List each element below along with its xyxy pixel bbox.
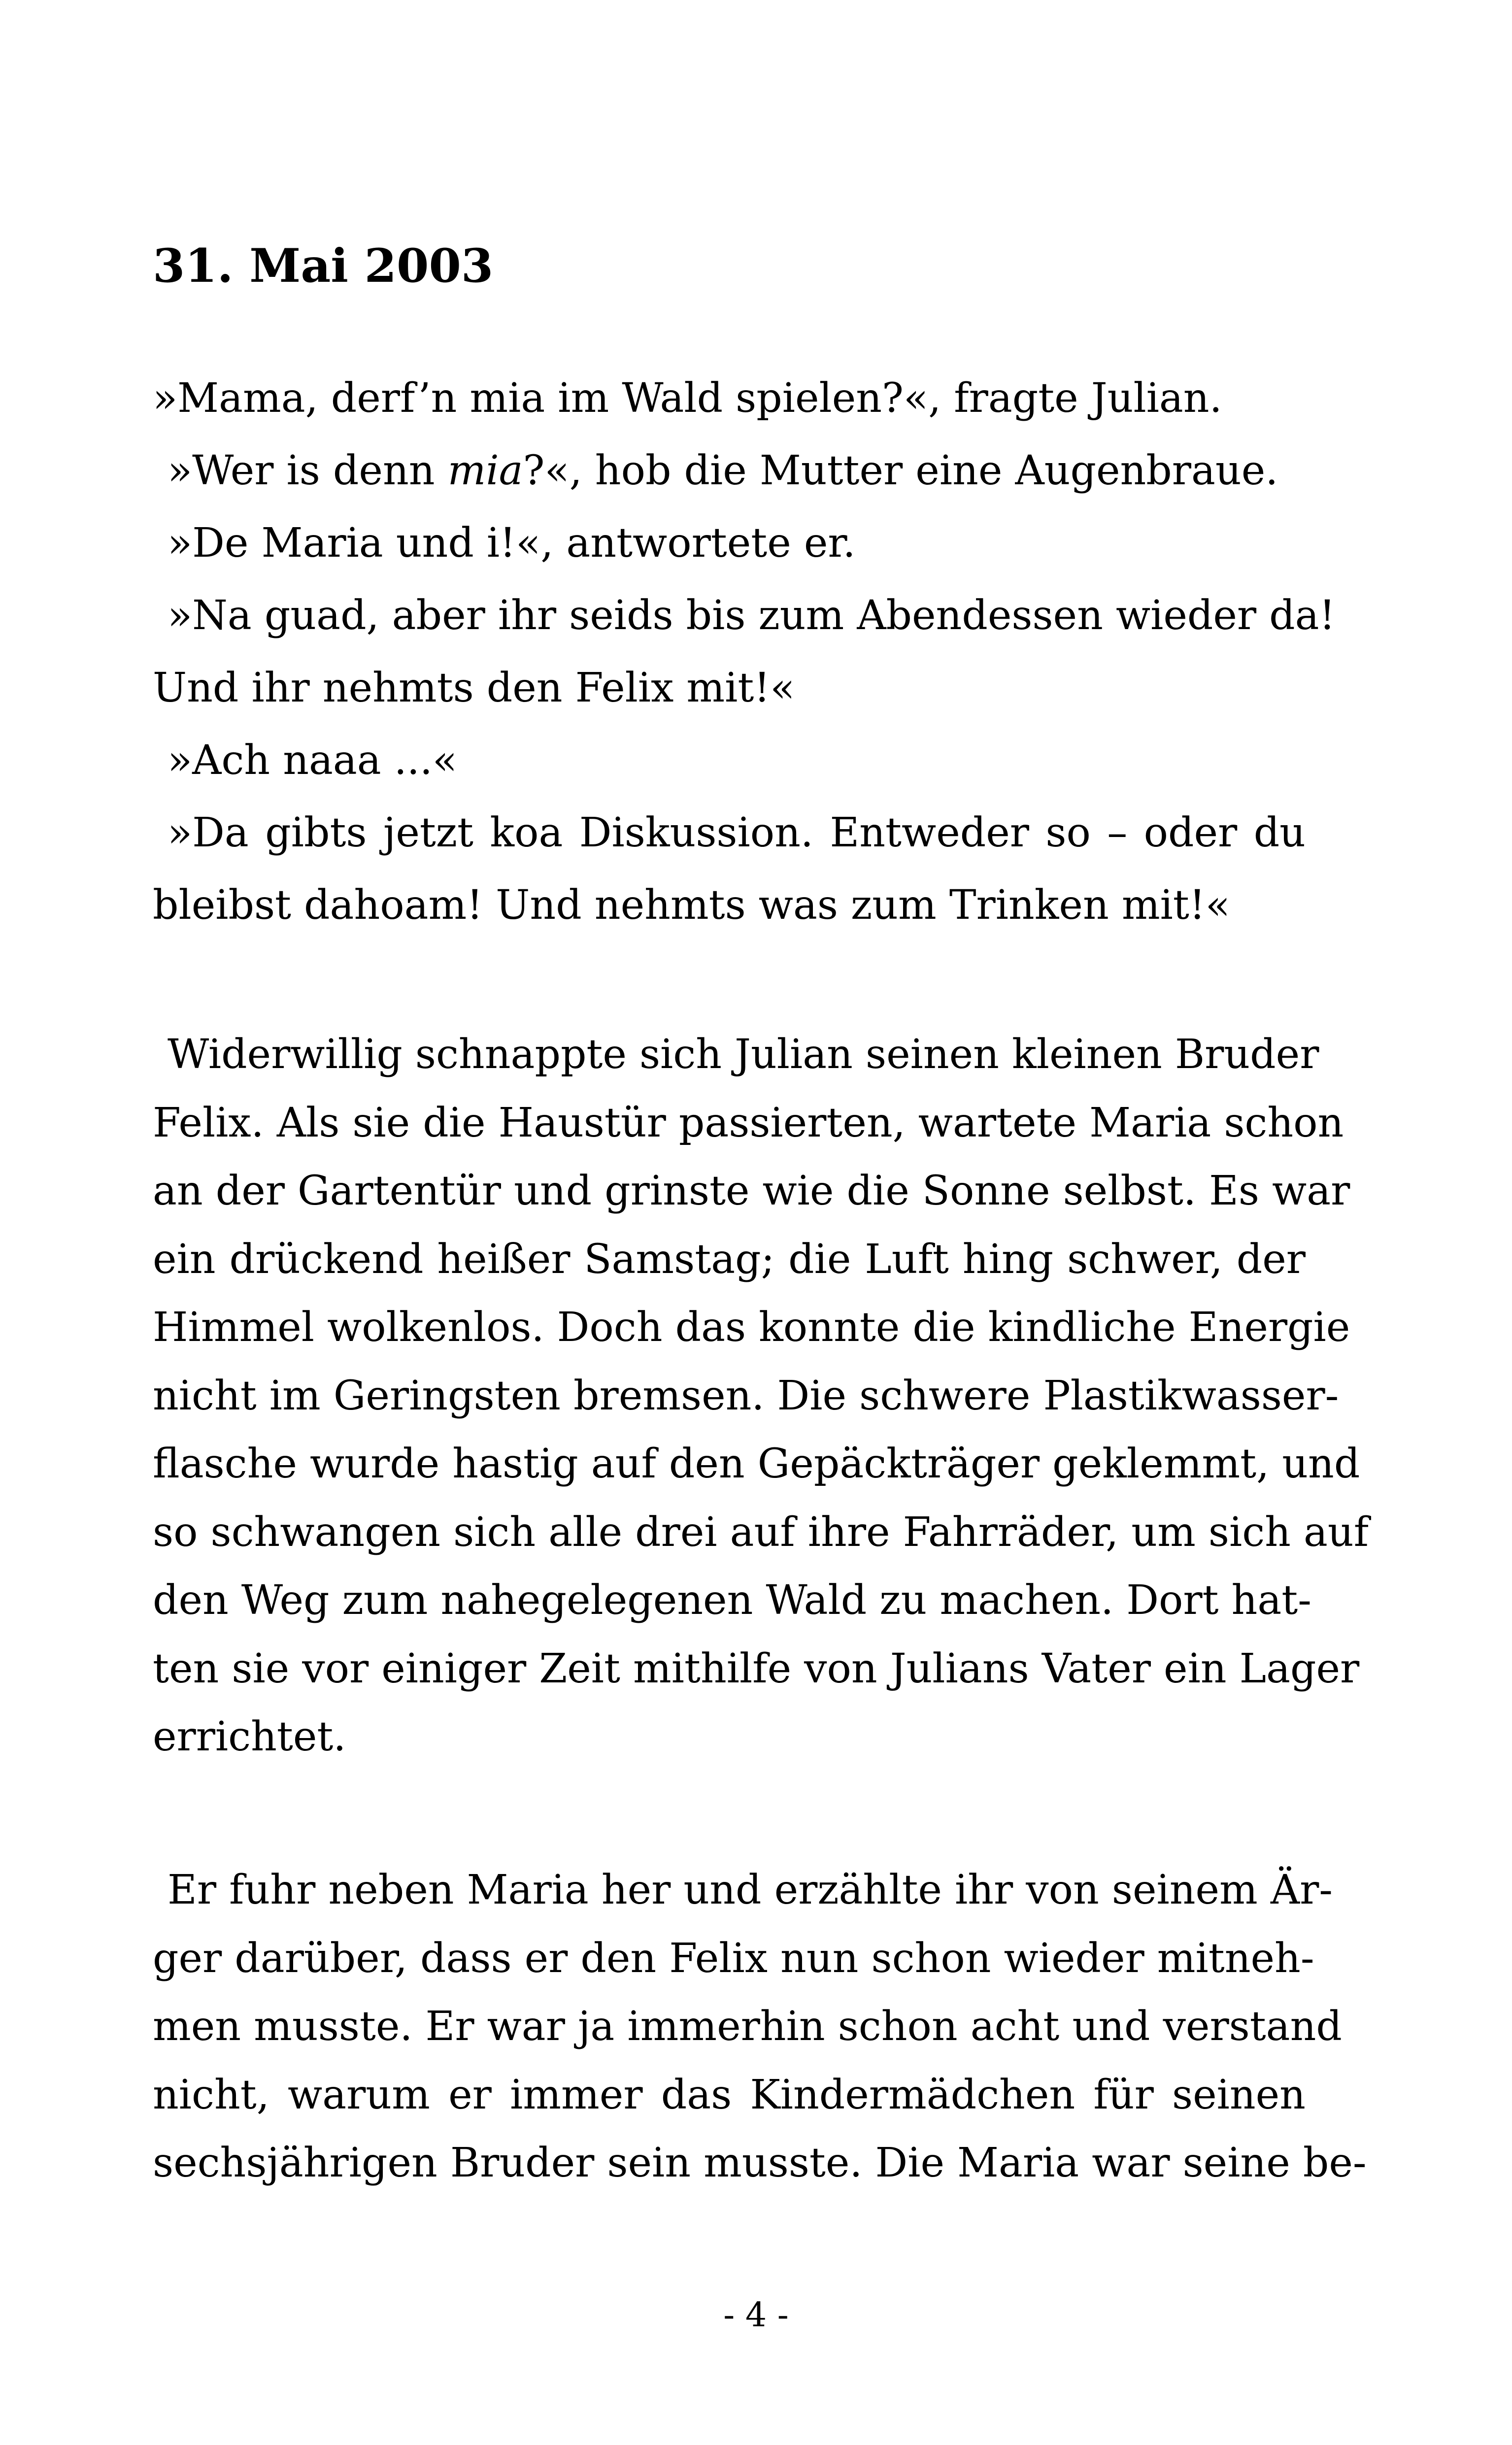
paragraph-line: so schwangen sich alle drei auf ihre Fahrräder, um sich auf xyxy=(153,1508,1369,1556)
paragraph-line: nicht, warum er immer das Kindermädchen für seinen xyxy=(153,2071,1306,2118)
dialogue-line-4b: Und ihr nehmts den Felix mit!« xyxy=(153,665,795,711)
dialogue-line-6b: bleibst dahoam! Und nehmts was zum Trinken mit!« xyxy=(153,882,1230,929)
paragraph-line: Widerwillig schnappte sich Julian seinen kleinen Bruder xyxy=(168,1031,1319,1078)
paragraph-2 xyxy=(153,1021,1369,1772)
dialogue-block xyxy=(153,362,1336,941)
paragraph-line: flasche wurde hastig auf den Gepäckträger geklemmt, und xyxy=(153,1440,1360,1487)
paragraph-3 xyxy=(153,1856,1367,2198)
paragraph-line: sechsjährigen Bruder sein musste. Die Maria war seine be- xyxy=(153,2140,1367,2186)
paragraph-line: nicht im Geringsten bremsen. Die schwere Plastikwasser- xyxy=(153,1372,1339,1419)
paragraph-line: Himmel wolkenlos. Doch das konnte die kindliche Energie xyxy=(153,1304,1350,1351)
dialogue-line-3: »De Maria und i!«, antwortete er. xyxy=(168,520,856,567)
dialogue-line-5: »Ach naaa ...« xyxy=(168,737,458,784)
paragraph-line: Felix. Als sie die Haustür passierten, wartete Maria schon xyxy=(153,1099,1344,1146)
dialogue-line-4a: »Na guad, aber ihr seids bis zum Abendessen wieder da! xyxy=(168,592,1336,639)
dialogue-line-1: »Mama, derf’n mia im Wald spielen?«, fragte Julian. xyxy=(153,375,1222,422)
paragraph-line: ger darüber, dass er den Felix nun schon wieder mitneh- xyxy=(153,1935,1314,1982)
paragraph-line: den Weg zum nahegelegenen Wald zu machen. Dort hat- xyxy=(153,1577,1311,1624)
emphasis-word: mia xyxy=(447,447,523,494)
page-number: - 4 - xyxy=(723,2296,789,2335)
paragraph-line: ein drückend heißer Samstag; die Luft hing schwer, der xyxy=(153,1236,1306,1283)
paragraph-line: Er fuhr neben Maria her und erzählte ihr von seinem Är- xyxy=(168,1867,1333,1913)
paragraph-line: an der Gartentür und grinste wie die Sonne selbst. Es war xyxy=(153,1168,1350,1214)
chapter-date-heading: 31. Mai 2003 xyxy=(153,239,494,293)
paragraph-line: men musste. Er war ja immerhin schon acht und verstand xyxy=(153,2003,1342,2050)
dialogue-line-2: »Wer is denn mia?«, hob die Mutter eine Augenbraue. xyxy=(168,447,1278,494)
dialogue-line-6a: »Da gibts jetzt koa Diskussion. Entweder so – oder du xyxy=(168,809,1306,856)
paragraph-line: errichtet. xyxy=(153,1713,346,1760)
paragraph-line: ten sie vor einiger Zeit mithilfe von Julians Vater ein Lager xyxy=(153,1645,1360,1692)
